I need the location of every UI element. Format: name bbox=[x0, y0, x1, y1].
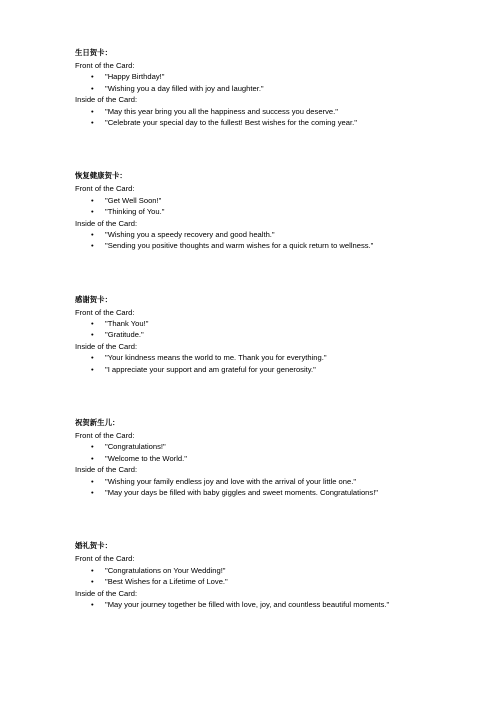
front-label: Front of the Card: bbox=[75, 431, 135, 441]
document-page bbox=[75, 47, 475, 610]
list-item: • "I appreciate your support and am grateful for your generosity." bbox=[91, 364, 316, 374]
bullet-icon: • bbox=[91, 207, 94, 217]
inside-list bbox=[75, 352, 475, 375]
section-get-well-card bbox=[75, 170, 475, 251]
bullet-icon: • bbox=[91, 565, 94, 575]
list-item: • "Sending you positive thoughts and warm wishes for a quick return to wellness." bbox=[91, 241, 374, 251]
list-item: • "May your days be filled with baby giggles and sweet moments. Congratulations!" bbox=[91, 487, 379, 497]
list-item: • "Thank You!" bbox=[91, 319, 149, 329]
section-title: 祝贺新生儿： bbox=[75, 418, 120, 428]
section-title: 恢复健康贺卡： bbox=[75, 171, 127, 181]
section-title: 生日贺卡： bbox=[75, 48, 112, 57]
list-item: • "Celebrate your special day to the fullest! Best wishes for the coming year." bbox=[91, 117, 357, 127]
section-new-baby-card bbox=[75, 417, 475, 498]
front-list bbox=[75, 565, 475, 588]
bullet-icon: • bbox=[91, 364, 94, 374]
list-item: • "Happy Birthday!" bbox=[91, 72, 165, 82]
list-item: • "Congratulations!" bbox=[91, 442, 166, 452]
bullet-icon: • bbox=[91, 442, 94, 452]
bullet-icon: • bbox=[91, 106, 94, 116]
bullet-icon: • bbox=[91, 330, 94, 340]
inside-label: Inside of the Card: bbox=[75, 465, 138, 475]
list-item: • "Thinking of You." bbox=[91, 207, 165, 217]
bullet-icon: • bbox=[91, 229, 94, 239]
front-label: Front of the Card: bbox=[75, 184, 135, 194]
front-label: Front of the Card: bbox=[75, 554, 135, 564]
bullet-icon: • bbox=[91, 353, 94, 363]
section-thank-you-card bbox=[75, 294, 475, 375]
bullet-icon: • bbox=[91, 83, 94, 93]
inside-label: Inside of the Card: bbox=[75, 341, 138, 351]
bullet-icon: • bbox=[91, 319, 94, 329]
front-label: Front of the Card: bbox=[75, 307, 135, 317]
list-item: • "May your journey together be filled with love, joy, and countless beautiful moments." bbox=[91, 599, 390, 609]
list-item: • "Your kindness means the world to me. Thank you for everything." bbox=[91, 353, 327, 363]
front-list bbox=[75, 71, 475, 94]
list-item: • "Welcome to the World." bbox=[91, 453, 187, 463]
inside-label: Inside of the Card: bbox=[75, 218, 138, 228]
bullet-icon: • bbox=[91, 476, 94, 486]
bullet-icon: • bbox=[91, 453, 94, 463]
front-label: Front of the Card: bbox=[75, 61, 135, 70]
section-title: 感谢贺卡： bbox=[75, 294, 112, 304]
list-item: • "Gratitude." bbox=[91, 330, 144, 340]
front-list bbox=[75, 441, 475, 464]
list-item: • "May this year bring you all the happiness and success you deserve." bbox=[91, 106, 338, 116]
bullet-icon: • bbox=[91, 487, 94, 497]
inside-label: Inside of the Card: bbox=[75, 95, 138, 105]
list-item: • "Congratulations on Your Wedding!" bbox=[91, 565, 226, 575]
inside-list bbox=[75, 229, 475, 252]
front-list bbox=[75, 195, 475, 218]
bullet-icon: • bbox=[91, 195, 94, 205]
bullet-icon: • bbox=[91, 241, 94, 251]
inside-label: Inside of the Card: bbox=[75, 588, 138, 598]
bullet-icon: • bbox=[91, 577, 94, 587]
bullet-icon: • bbox=[91, 599, 94, 609]
inside-list bbox=[75, 476, 475, 499]
section-birthday-card bbox=[75, 47, 475, 128]
list-item: • "Get Well Soon!" bbox=[91, 195, 162, 205]
section-wedding-card bbox=[75, 540, 475, 610]
bullet-icon: • bbox=[91, 117, 94, 127]
section-title: 婚礼贺卡： bbox=[75, 541, 112, 551]
inside-list bbox=[75, 106, 475, 129]
inside-list bbox=[75, 599, 475, 610]
list-item: • "Wishing you a day filled with joy and laughter." bbox=[91, 83, 264, 93]
front-list bbox=[75, 318, 475, 341]
bullet-icon: • bbox=[91, 72, 94, 82]
list-item: • "Best Wishes for a Lifetime of Love." bbox=[91, 577, 228, 587]
list-item: • "Wishing you a speedy recovery and good health." bbox=[91, 229, 275, 239]
list-item: • "Wishing your family endless joy and love with the arrival of your little one." bbox=[91, 476, 357, 486]
